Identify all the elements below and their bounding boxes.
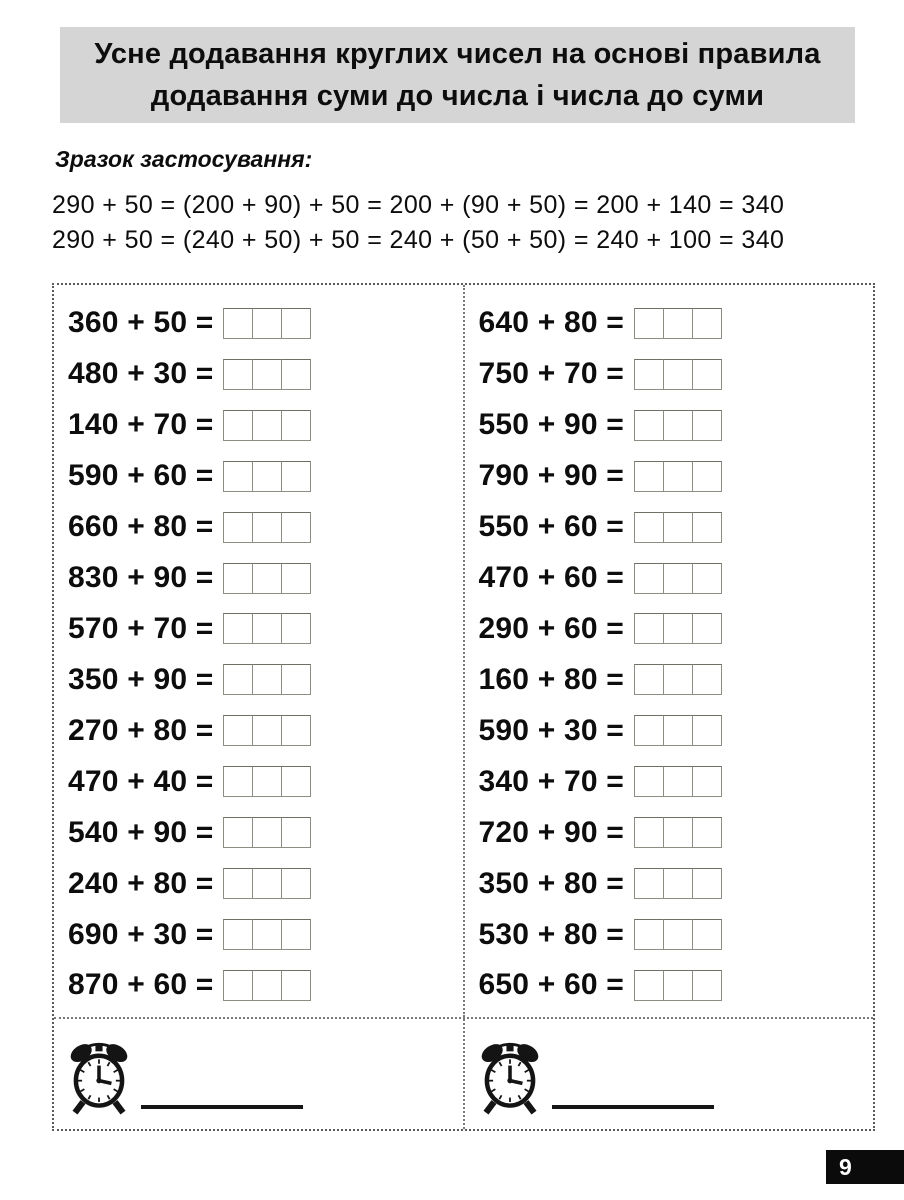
exercise-expression: 650 + 60 =	[478, 968, 624, 1002]
answer-cell[interactable]	[252, 613, 282, 644]
answer-box[interactable]	[634, 919, 722, 950]
answer-cell[interactable]	[663, 461, 693, 492]
answer-cell[interactable]	[281, 817, 311, 848]
answer-cell[interactable]	[692, 308, 722, 339]
answer-cell[interactable]	[281, 970, 311, 1001]
answer-cell[interactable]	[692, 512, 722, 543]
exercise-row	[479, 909, 874, 960]
answer-cell[interactable]	[252, 766, 282, 797]
answer-box[interactable]	[223, 664, 311, 695]
answer-box[interactable]	[223, 359, 311, 390]
alarm-clock-icon	[478, 1037, 542, 1119]
exercise-row	[479, 705, 874, 756]
exercise-row	[68, 654, 463, 705]
answer-cell[interactable]	[223, 919, 253, 950]
answer-cell[interactable]	[692, 613, 722, 644]
timing-cell-left	[54, 1019, 463, 1129]
sample-equation-1: 290 + 50 = (200 + 90) + 50 = 200 + (90 + 50) = 200 + 140 = 340	[52, 191, 785, 219]
exercise-row	[68, 451, 463, 502]
exercise-row	[479, 400, 874, 451]
timing-cell-right	[463, 1019, 874, 1129]
answer-cell[interactable]	[223, 970, 253, 1001]
answer-box[interactable]	[223, 766, 311, 797]
exercise-row	[68, 705, 463, 756]
answer-cell[interactable]	[281, 512, 311, 543]
answer-cell[interactable]	[663, 359, 693, 390]
exercise-row	[479, 858, 874, 909]
answer-box[interactable]	[634, 359, 722, 390]
exercise-expression: 870 + 60 =	[68, 968, 214, 1002]
exercise-expression: 160 + 80 =	[478, 662, 624, 696]
exercise-expression: 290 + 60 =	[478, 611, 624, 645]
answer-cell[interactable]	[223, 308, 253, 339]
answer-cell[interactable]	[692, 919, 722, 950]
answer-cell[interactable]	[281, 664, 311, 695]
answer-cell[interactable]	[663, 766, 693, 797]
exercise-row	[479, 756, 874, 807]
exercise-expression: 540 + 90 =	[68, 815, 214, 849]
answer-cell[interactable]	[692, 766, 722, 797]
exercise-column-left	[54, 285, 463, 1017]
answer-box[interactable]	[223, 817, 311, 848]
answer-box[interactable]	[223, 919, 311, 950]
answer-cell[interactable]	[281, 868, 311, 899]
answer-cell[interactable]	[281, 461, 311, 492]
exercise-row	[479, 298, 874, 349]
exercise-expression: 360 + 50 =	[68, 306, 214, 340]
answer-cell[interactable]	[663, 664, 693, 695]
answer-cell[interactable]	[223, 613, 253, 644]
exercise-row	[68, 604, 463, 655]
exercise-expression: 530 + 80 =	[478, 917, 624, 951]
exercise-expression: 790 + 90 =	[478, 459, 624, 493]
answer-cell[interactable]	[252, 410, 282, 441]
answer-cell[interactable]	[252, 919, 282, 950]
exercise-area	[52, 283, 875, 1131]
answer-cell[interactable]	[692, 563, 722, 594]
answer-cell[interactable]	[634, 664, 664, 695]
exercise-row	[479, 451, 874, 502]
answer-cell[interactable]	[692, 715, 722, 746]
sample-usage-label: Зразок застосування:	[55, 146, 313, 172]
answer-cell[interactable]	[634, 563, 664, 594]
exercise-row	[479, 502, 874, 553]
exercise-row	[479, 960, 874, 1011]
answer-box[interactable]	[634, 461, 722, 492]
answer-cell[interactable]	[634, 461, 664, 492]
answer-cell[interactable]	[634, 308, 664, 339]
answer-cell[interactable]	[281, 563, 311, 594]
answer-box[interactable]	[223, 461, 311, 492]
answer-cell[interactable]	[281, 410, 311, 441]
answer-cell[interactable]	[634, 359, 664, 390]
exercise-row	[68, 960, 463, 1011]
answer-cell[interactable]	[252, 512, 282, 543]
answer-cell[interactable]	[663, 512, 693, 543]
answer-cell[interactable]	[223, 664, 253, 695]
exercise-expression: 830 + 90 =	[68, 561, 214, 595]
exercise-row	[68, 502, 463, 553]
answer-cell[interactable]	[223, 512, 253, 543]
answer-cell[interactable]	[692, 817, 722, 848]
answer-cell[interactable]	[281, 359, 311, 390]
answer-cell[interactable]	[634, 868, 664, 899]
exercise-expression: 570 + 70 =	[68, 611, 214, 645]
exercise-expression: 660 + 80 =	[68, 510, 214, 544]
answer-cell[interactable]	[634, 817, 664, 848]
exercise-row	[479, 553, 874, 604]
worksheet-title-line1: Усне додавання круглих чисел на основі правила	[94, 38, 821, 70]
answer-box[interactable]	[634, 868, 722, 899]
exercise-row	[68, 349, 463, 400]
answer-cell[interactable]	[663, 817, 693, 848]
exercise-expression: 350 + 90 =	[68, 662, 214, 696]
answer-cell[interactable]	[692, 359, 722, 390]
answer-cell[interactable]	[663, 715, 693, 746]
exercise-row	[68, 400, 463, 451]
answer-cell[interactable]	[692, 410, 722, 441]
answer-cell[interactable]	[634, 766, 664, 797]
answer-box[interactable]	[634, 817, 722, 848]
exercise-row	[68, 909, 463, 960]
exercise-expression: 240 + 80 =	[68, 866, 214, 900]
exercise-expression: 480 + 30 =	[68, 357, 214, 391]
exercise-expression: 690 + 30 =	[68, 917, 214, 951]
answer-cell[interactable]	[692, 970, 722, 1001]
answer-cell[interactable]	[663, 868, 693, 899]
exercise-row	[68, 858, 463, 909]
exercise-expression: 470 + 40 =	[68, 764, 214, 798]
answer-box[interactable]	[223, 715, 311, 746]
answer-box[interactable]	[634, 715, 722, 746]
answer-cell[interactable]	[281, 613, 311, 644]
answer-cell[interactable]	[692, 868, 722, 899]
exercise-expression: 470 + 60 =	[478, 561, 624, 595]
answer-cell[interactable]	[223, 461, 253, 492]
answer-cell[interactable]	[281, 308, 311, 339]
exercise-row	[68, 807, 463, 858]
answer-cell[interactable]	[223, 766, 253, 797]
answer-box[interactable]	[223, 563, 311, 594]
exercise-expression: 340 + 70 =	[478, 764, 624, 798]
answer-cell[interactable]	[252, 461, 282, 492]
time-answer-line[interactable]	[552, 1105, 714, 1109]
answer-cell[interactable]	[252, 664, 282, 695]
answer-box[interactable]	[634, 308, 722, 339]
exercise-expression: 140 + 70 =	[68, 408, 214, 442]
answer-box[interactable]	[223, 512, 311, 543]
answer-cell[interactable]	[252, 868, 282, 899]
exercise-expression: 350 + 80 =	[478, 866, 624, 900]
answer-cell[interactable]	[692, 664, 722, 695]
answer-box[interactable]	[223, 308, 311, 339]
exercise-row	[68, 553, 463, 604]
exercise-expression: 590 + 60 =	[68, 459, 214, 493]
exercise-row	[479, 349, 874, 400]
page-number-badge	[826, 1150, 904, 1184]
answer-box[interactable]	[634, 970, 722, 1001]
answer-cell[interactable]	[252, 970, 282, 1001]
answer-cell[interactable]	[634, 919, 664, 950]
timing-strip	[54, 1017, 873, 1129]
exercise-expression: 550 + 90 =	[478, 408, 624, 442]
alarm-clock-icon	[67, 1037, 131, 1119]
exercise-row	[479, 654, 874, 705]
answer-cell[interactable]	[252, 817, 282, 848]
answer-cell[interactable]	[281, 766, 311, 797]
sample-equations	[52, 188, 872, 258]
exercise-row	[68, 298, 463, 349]
exercise-expression: 590 + 30 =	[478, 713, 624, 747]
answer-cell[interactable]	[634, 410, 664, 441]
answer-cell[interactable]	[663, 410, 693, 441]
worksheet-title-line2: додавання суми до числа і числа до суми	[150, 80, 765, 112]
answer-cell[interactable]	[252, 715, 282, 746]
answer-cell[interactable]	[634, 613, 664, 644]
answer-cell[interactable]	[223, 563, 253, 594]
answer-cell[interactable]	[663, 970, 693, 1001]
answer-box[interactable]	[223, 410, 311, 441]
answer-box[interactable]	[634, 512, 722, 543]
answer-cell[interactable]	[223, 715, 253, 746]
answer-cell[interactable]	[252, 563, 282, 594]
exercise-expression: 720 + 90 =	[478, 815, 624, 849]
answer-box[interactable]	[634, 664, 722, 695]
exercise-expression: 750 + 70 =	[478, 357, 624, 391]
exercise-row	[68, 756, 463, 807]
answer-cell[interactable]	[223, 817, 253, 848]
answer-box[interactable]	[634, 410, 722, 441]
answer-cell[interactable]	[634, 970, 664, 1001]
answer-cell[interactable]	[663, 613, 693, 644]
answer-cell[interactable]	[223, 359, 253, 390]
answer-cell[interactable]	[663, 563, 693, 594]
answer-cell[interactable]	[281, 919, 311, 950]
page-number: 9	[839, 1153, 852, 1180]
answer-box[interactable]	[634, 563, 722, 594]
worksheet-title-banner	[60, 27, 855, 123]
answer-box[interactable]	[223, 613, 311, 644]
answer-cell[interactable]	[634, 715, 664, 746]
answer-cell[interactable]	[223, 410, 253, 441]
answer-box[interactable]	[223, 970, 311, 1001]
answer-cell[interactable]	[223, 868, 253, 899]
answer-cell[interactable]	[252, 308, 282, 339]
exercise-expression: 640 + 80 =	[478, 306, 624, 340]
exercise-column-right	[463, 285, 874, 1017]
sample-equation-2: 290 + 50 = (240 + 50) + 50 = 240 + (50 + 50) = 240 + 100 = 340	[52, 226, 785, 254]
exercise-row	[479, 807, 874, 858]
exercise-columns	[54, 285, 873, 1017]
answer-box[interactable]	[634, 613, 722, 644]
answer-box[interactable]	[223, 868, 311, 899]
answer-cell[interactable]	[692, 461, 722, 492]
answer-cell[interactable]	[663, 308, 693, 339]
exercise-expression: 270 + 80 =	[68, 713, 214, 747]
exercise-row	[479, 604, 874, 655]
answer-box[interactable]	[634, 766, 722, 797]
answer-cell[interactable]	[634, 512, 664, 543]
answer-cell[interactable]	[281, 715, 311, 746]
answer-cell[interactable]	[663, 919, 693, 950]
answer-cell[interactable]	[252, 359, 282, 390]
time-answer-line[interactable]	[141, 1105, 303, 1109]
exercise-expression: 550 + 60 =	[478, 510, 624, 544]
